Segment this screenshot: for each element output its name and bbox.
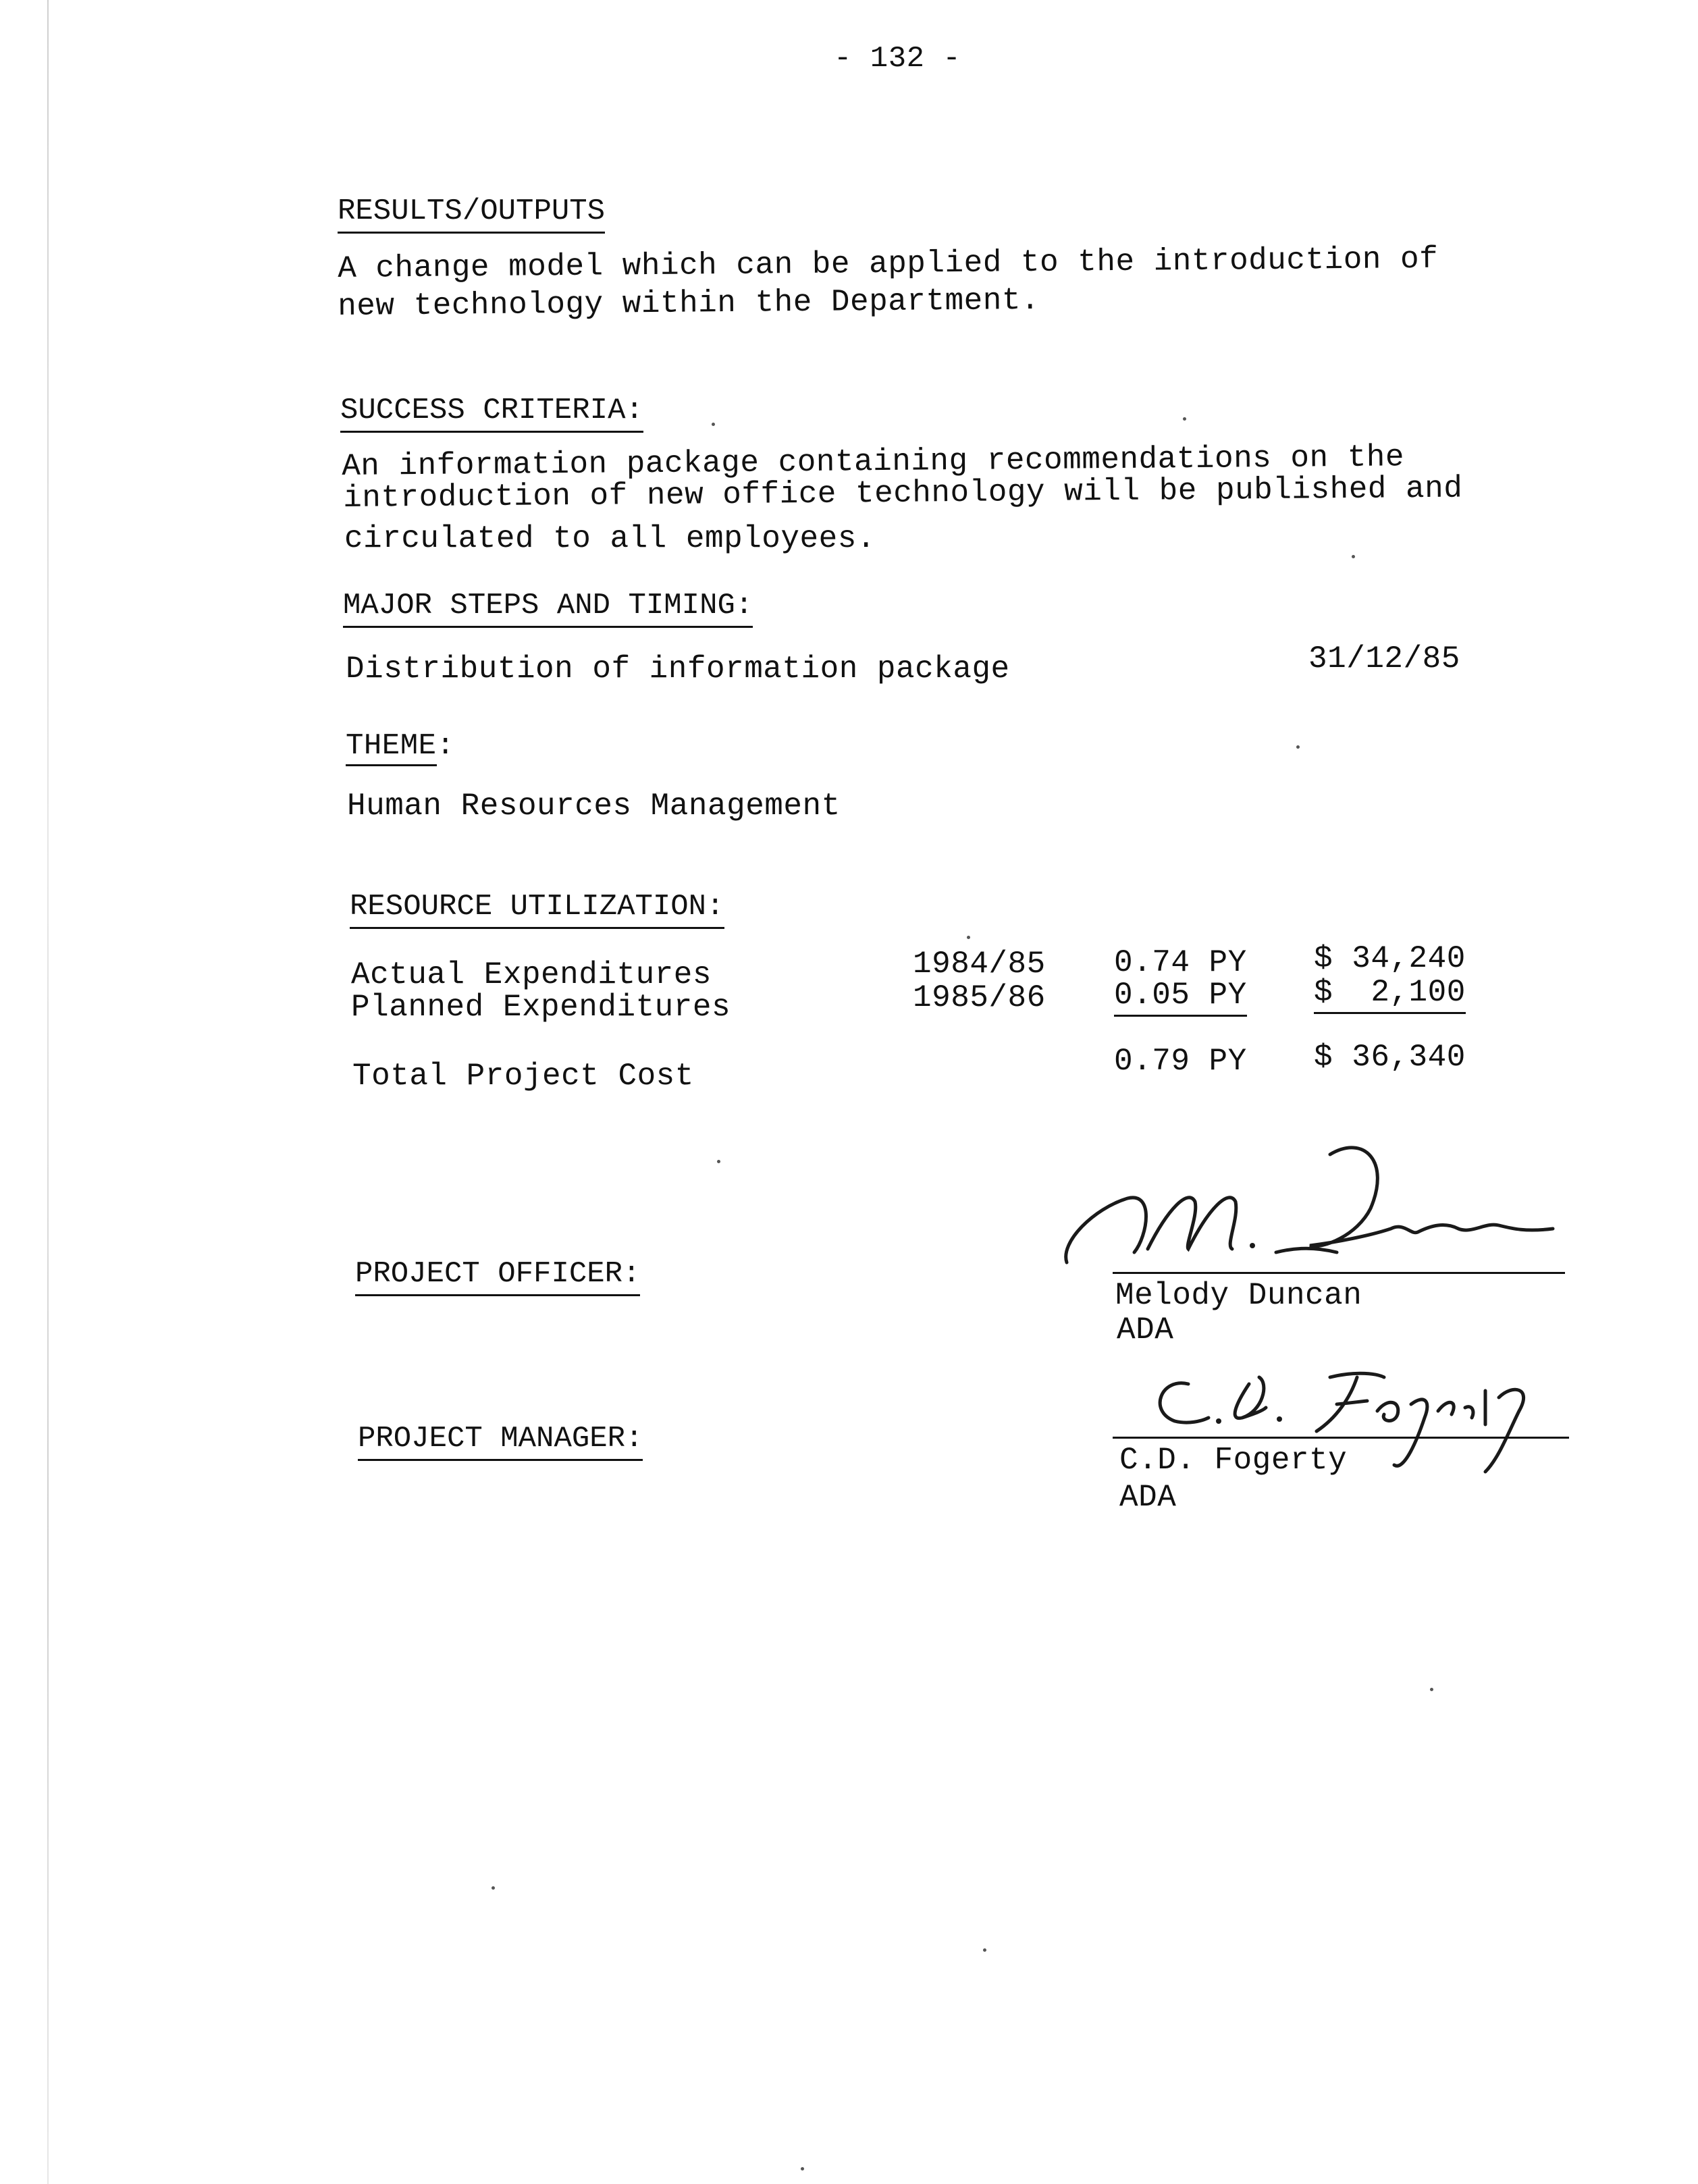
speck (1296, 745, 1300, 749)
manager-title: ADA (1119, 1480, 1177, 1515)
manager-name: C.D. Fogerty (1119, 1443, 1348, 1478)
steps-item: Distribution of information package (346, 651, 1010, 687)
speck (801, 2167, 804, 2170)
results-line-1: A change model which can be applied to the introduction of (338, 241, 1439, 286)
success-heading: SUCCESS CRITERIA: (340, 394, 643, 433)
resource-row-1-py: 0.74 PY (1114, 945, 1247, 980)
speck (967, 936, 970, 939)
speck (1183, 417, 1186, 421)
resource-row-1-cost: $ 34,240 (1314, 941, 1466, 976)
speck (717, 1160, 720, 1163)
success-line-3: circulated to all employees. (344, 521, 876, 556)
theme-heading-row (346, 729, 454, 764)
resource-row-2-label: Planned Expenditures (351, 990, 731, 1025)
manager-label: PROJECT MANAGER: (358, 1422, 643, 1461)
resource-total-cost: $ 36,340 (1314, 1040, 1466, 1075)
officer-signature-mark (1053, 1134, 1566, 1289)
theme-value: Human Resources Management (347, 789, 841, 824)
steps-heading: MAJOR STEPS AND TIMING: (343, 589, 753, 628)
officer-title: ADA (1117, 1312, 1174, 1348)
steps-date: 31/12/85 (1308, 641, 1460, 676)
page-edge (47, 0, 49, 2184)
page-number: - 132 - (834, 42, 961, 76)
resource-row-1-label: Actual Expenditures (351, 957, 712, 992)
speck (1352, 555, 1355, 558)
speck (712, 423, 715, 426)
resource-row-2-cost: $ 2,100 (1314, 975, 1466, 1014)
resource-row-2-year: 1985/86 (913, 980, 1046, 1015)
manager-signature-line (1113, 1437, 1569, 1439)
speck (1430, 1688, 1433, 1691)
theme-colon: : (436, 729, 455, 763)
success-line-1: An information package containing recommendations on the (342, 440, 1405, 484)
officer-label: PROJECT OFFICER: (355, 1257, 640, 1296)
resource-total-label: Total Project Cost (352, 1059, 694, 1094)
success-line-2: introduction of new office technology will be published and (343, 471, 1463, 516)
theme-heading: THEME (346, 729, 437, 766)
speck (492, 1886, 495, 1890)
resource-row-2-py: 0.05 PY (1114, 978, 1247, 1017)
resource-total-py: 0.79 PY (1114, 1044, 1247, 1079)
results-line-2: new technology within the Department. (338, 282, 1040, 324)
resource-row-1-year: 1984/85 (913, 947, 1046, 982)
speck (983, 1948, 986, 1952)
officer-signature-line (1113, 1272, 1565, 1274)
officer-signature (1053, 1134, 1566, 1289)
results-heading: RESULTS/OUTPUTS (338, 194, 605, 234)
resource-heading: RESOURCE UTILIZATION: (350, 890, 724, 929)
officer-name: Melody Duncan (1115, 1278, 1362, 1313)
